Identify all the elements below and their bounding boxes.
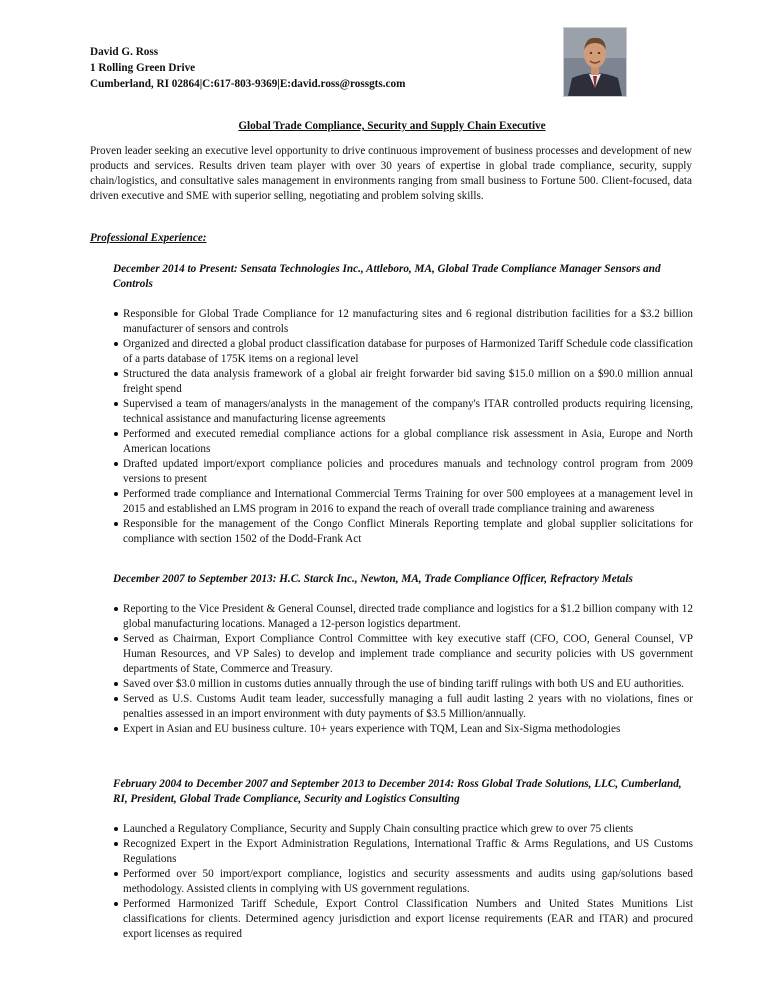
contact-header — [90, 44, 405, 92]
profile-photo — [563, 27, 627, 97]
job-bullet: Recognized Expert in the Export Administration Regulations, International Traffic & Arms Regulations, and US Customs Regulations — [113, 837, 693, 867]
job-bullet: Launched a Regulatory Compliance, Security and Supply Chain consulting practice which grew to over 75 clients — [113, 822, 693, 837]
candidate-name: David G. Ross — [90, 46, 159, 58]
job-bullet: Performed trade compliance and International Commercial Terms Training for over 500 employees at a management level in 2015 and established an LMS program in 2016 to expand the reach of overall trade compliance training and awareness — [113, 487, 693, 517]
resume-title — [0, 119, 768, 134]
profile-photo-image — [564, 28, 626, 96]
job-bullet: Supervised a team of managers/analysts in the management of the company's ITAR controlled products requiring licensing, technical assistance and manufacturing license agreements — [113, 397, 693, 427]
address-street: 1 Rolling Green Drive — [90, 62, 196, 74]
job-bullet-list — [113, 602, 693, 737]
job-bullet: Responsible for the management of the Congo Conflict Minerals Reporting template and global supplier solicitations for compliance with section 1502 of the Dodd-Frank Act — [113, 517, 693, 547]
job-entry-ross-global — [113, 777, 693, 942]
professional-summary: Proven leader seeking an executive level opportunity to drive continuous improvement of business processes and development of new products and services. Results driven team player with over 30 years of expertise in global trade compliance, security, supply chain/logistics, and consultative sales management in environments ranging from small business to Fortune 500. Client-focused, data driven executive and SME with superior selling, negotiating and problem solving skills. — [90, 145, 692, 202]
job-bullet: Responsible for Global Trade Compliance for 12 manufacturing sites and 6 regional distribution facilities for a $3.2 billion manufacturer of sensors and controls — [113, 307, 693, 337]
job-bullet: Reporting to the Vice President & General Counsel, directed trade compliance and logistics for a $1.2 billion company with 12 global manufacturing locations. Managed a 12-person logistics department. — [113, 602, 693, 632]
resume-title-text: Global Trade Compliance, Security and Supply Chain Executive — [238, 120, 546, 132]
job-entry-sensata — [113, 262, 693, 547]
job-bullet: Served as Chairman, Export Compliance Control Committee with key executive staff (CFO, COO, General Counsel, VP Human Resources, and VP Sales) to develop and implement trade compliance and security policies with US government departments of State, Commerce and Treasury. — [113, 632, 693, 677]
address-contact-line: Cumberland, RI 02864|C:617-803-9369|E:david.ross@rossgts.com — [90, 78, 406, 90]
job-bullet-list — [113, 307, 693, 547]
job-bullet: Structured the data analysis framework of a global air freight forwarder bid saving $15.0 million on a $90.0 million annual freight spend — [113, 367, 693, 397]
job-entry-hc-starck — [113, 572, 693, 737]
job-bullet: Drafted updated import/export compliance policies and procedures manuals and technology control program from 2009 versions to present — [113, 457, 693, 487]
job-bullet: Saved over $3.0 million in customs duties annually through the use of binding tariff rulings with both US and EU authorities. — [113, 677, 693, 692]
professional-experience-heading: Professional Experience: — [90, 232, 207, 244]
job-heading: February 2004 to December 2007 and September 2013 to December 2014: Ross Global Trade Solutions, LLC, Cumberland, RI, President, Global Trade Compliance, Security and Logistics Consulting — [113, 778, 682, 805]
job-bullet: Organized and directed a global product classification database for purposes of Harmonized Tariff Schedule code classification of a parts database of 175K items on a regional level — [113, 337, 693, 367]
job-heading: December 2014 to Present: Sensata Technologies Inc., Attleboro, MA, Global Trade Compliance Manager Sensors and Controls — [113, 263, 661, 290]
job-bullet: Performed over 50 import/export compliance, logistics and security assessments and audits using gap/solutions based methodology. Assisted clients in complying with US government regulations. — [113, 867, 693, 897]
job-bullet: Performed and executed remedial compliance actions for a global compliance risk assessment in Asia, Europe and North American locations — [113, 427, 693, 457]
job-bullet-list — [113, 822, 693, 942]
job-heading: December 2007 to September 2013: H.C. Starck Inc., Newton, MA, Trade Compliance Officer, Refractory Metals — [113, 573, 633, 585]
job-bullet: Expert in Asian and EU business culture. 10+ years experience with TQM, Lean and Six-Sigma methodologies — [113, 722, 693, 737]
job-bullet: Performed Harmonized Tariff Schedule, Export Control Classification Numbers and United States Munitions List classifications for clients. Determined agency jurisdiction and export license requirements (EAR and ITAR) and procured export licenses as required — [113, 897, 693, 942]
job-bullet: Served as U.S. Customs Audit team leader, successfully managing a full audit lasting 2 years with no violations, fines or penalties assessed in an import environment with duty payments of $3.5 Million/annually. — [113, 692, 693, 722]
